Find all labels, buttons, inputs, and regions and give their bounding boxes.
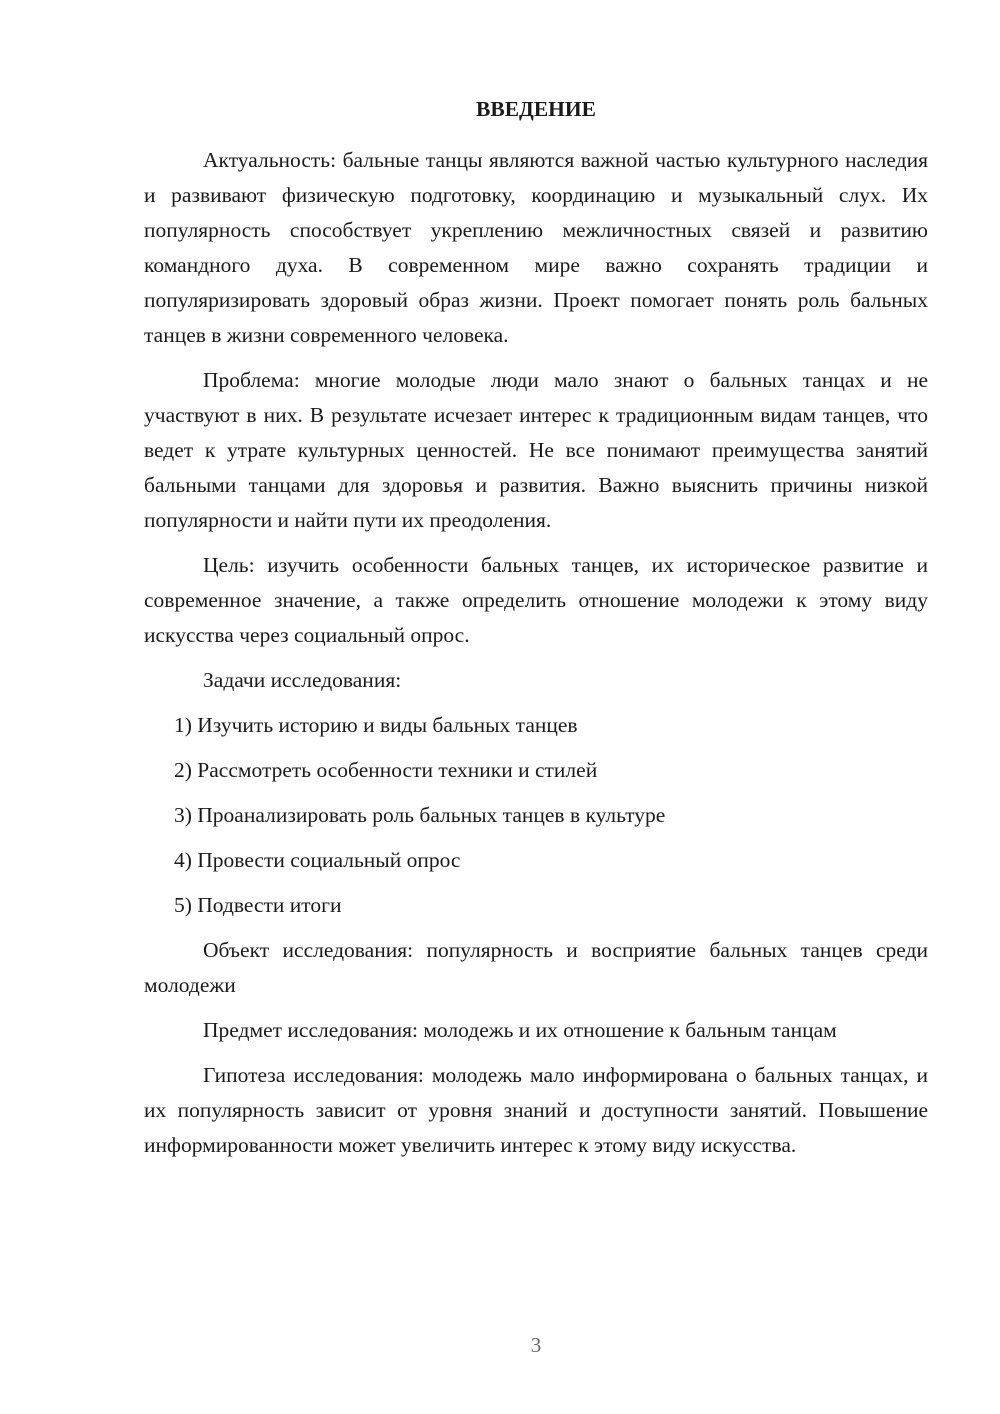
- object-paragraph: Объект исследования: популярность и восприятие бальных танцев среди молодежи: [144, 938, 928, 997]
- goal-paragraph: Цель: изучить особенности бальных танцев, их историческое развитие и современное значение, а также определить отношение молодежи к этому виду искусства через социальный опрос.: [144, 553, 928, 647]
- task-item-2: 2) Рассмотреть особенности техники и стилей: [174, 758, 598, 782]
- task-item-4: 4) Провести социальный опрос: [174, 848, 461, 872]
- tasks-title: Задачи исследования:: [203, 668, 402, 692]
- task-item-3: 3) Проанализировать роль бальных танцев в культуре: [174, 803, 666, 827]
- task-item-5: 5) Подвести итоги: [174, 893, 342, 917]
- hypothesis-paragraph: Гипотеза исследования: молодежь мало информирована о бальных танцах, и их популярность зависит от уровня знаний и доступности занятий. Повышение информированности может увеличить интерес к этому виду искусства.: [144, 1063, 928, 1157]
- tasks-list: [144, 708, 928, 923]
- task-item-1: 1) Изучить историю и виды бальных танцев: [174, 713, 578, 737]
- relevance-paragraph: Актуальность: бальные танцы являются важной частью культурного наследия и развивают физическую подготовку, координацию и музыкальный слух. Их популярность способствует укреплению межличностных связей и развитию командного духа. В современном мире важно сохранять традиции и популяризировать здоровый образ жизни. Проект помогает понять роль бальных танцев в жизни современного человека.: [144, 148, 928, 347]
- document-page: [144, 92, 928, 1173]
- problem-paragraph: Проблема: многие молодые люди мало знают о бальных танцах и не участвуют в них. В результате исчезает интерес к традиционным видам танцев, что ведет к утрате культурных ценностей. Не все понимают преимущества занятий бальными танцами для здоровья и развития. Важно выяснить причины низкой популярности и найти пути их преодоления.: [144, 368, 928, 532]
- page-title: ВВЕДЕНИЕ: [476, 97, 596, 121]
- subject-paragraph: Предмет исследования: молодежь и их отношение к бальным танцам: [203, 1018, 837, 1042]
- page-number: 3: [530, 1333, 542, 1357]
